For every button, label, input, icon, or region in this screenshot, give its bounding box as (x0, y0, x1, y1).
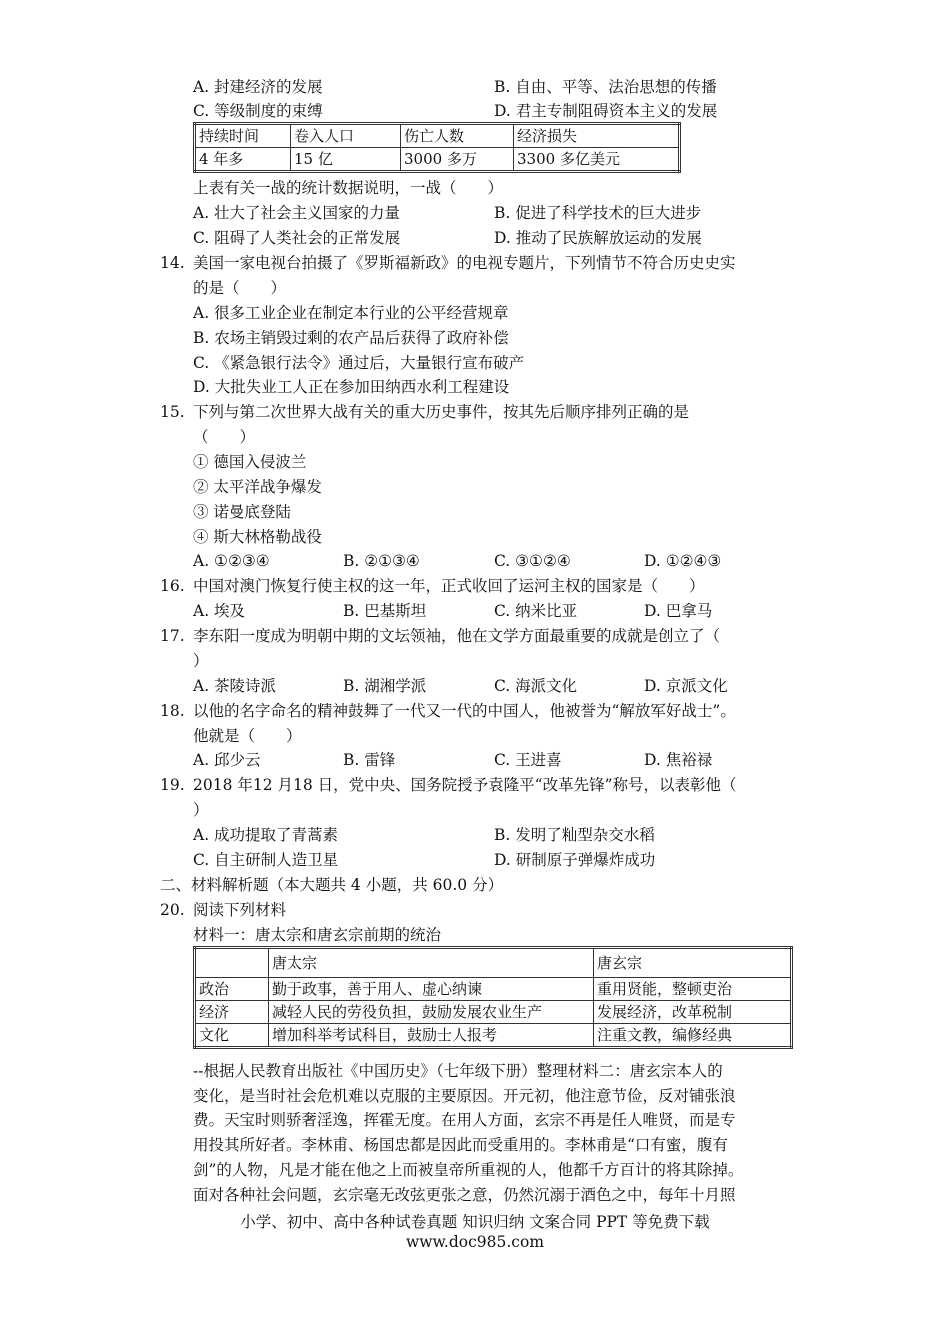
table-row (195, 1024, 792, 1048)
q15-option-b: B. ②①③④ (343, 552, 420, 570)
table-header-cell: 卷入人口 (291, 124, 401, 148)
table-header-row (195, 124, 680, 148)
q16-option-a: A. 埃及 (193, 602, 246, 620)
q17-option-d: D. 京派文化 (644, 677, 728, 695)
material-paragraph-line: 变化，是当时社会危机难以克服的主要原因。开元初，他注意节俭，反对铺张浪 (193, 1087, 736, 1105)
section-heading: 二、材料解析题（本大题共 4 小题，共 60.0 分） (160, 876, 504, 894)
q16-stem: 中国对澳门恢复行使主权的这一年，正式收回了运河主权的国家是（ ） (193, 577, 705, 595)
q17-option-b: B. 湖湘学派 (343, 677, 427, 695)
table-row (195, 148, 680, 172)
q19-number: 19. (160, 776, 185, 794)
table-cell: 重用贤能，整顿吏治 (594, 978, 792, 1001)
table-cell: 3000 多万 (401, 148, 514, 172)
table-header-cell: 经济损失 (514, 124, 680, 148)
table-cell: 经济 (195, 1001, 269, 1024)
tang-emperors-table (193, 946, 793, 1049)
q18-option-d: D. 焦裕禄 (644, 751, 713, 769)
table-row (195, 978, 792, 1001)
q14-stem: 美国一家电视台拍摄了《罗斯福新政》的电视专题片，下列情节不符合历史史实 (193, 254, 736, 272)
q13-option-b: B. 自由、平等、法治思想的传播 (494, 78, 717, 96)
q19-option-d: D. 研制原子弹爆炸成功 (494, 851, 656, 869)
q15-event-1: ① 德国入侵波兰 (193, 453, 307, 471)
q19-stem: 2018 年12 月18 日，党中央、国务院授予袁隆平“改革先锋”称号，以表彰他（ (193, 776, 737, 794)
q19-option-c: C. 自主研制人造卫星 (193, 851, 339, 869)
table-header-cell (195, 948, 269, 978)
table-cell: 发展经济，改革税制 (594, 1001, 792, 1024)
table-cell: 增加科举考试科目，鼓励士人报考 (269, 1024, 594, 1048)
table-cell: 注重文教，编修经典 (594, 1024, 792, 1048)
q14-option-a: A. 很多工业企业在制定本行业的公平经营规章 (193, 304, 509, 322)
q19-stem-cont: ） (193, 801, 209, 819)
q16-option-c: C. 纳米比亚 (494, 602, 578, 620)
material-paragraph-line: 费。天宝时则骄奢淫逸，挥霍无度。在用人方面，玄宗不再是任人唯贤，而是专 (193, 1111, 736, 1129)
table-cell: 文化 (195, 1024, 269, 1048)
q18-stem: 以他的名字命名的精神鼓舞了一代又一代的中国人，他被誉为“解放军好战士”。 (193, 702, 736, 720)
q14-option-d: D. 大批失业工人正在参加田纳西水利工程建设 (193, 378, 510, 396)
q17-stem: 李东阳一度成为明朝中期的文坛领袖，他在文学方面最重要的成就是创立了（ (193, 627, 721, 645)
ww1-option-d: D. 推动了民族解放运动的发展 (494, 229, 702, 247)
q15-event-4: ④ 斯大林格勒战役 (193, 528, 322, 546)
ww1-statistics-table (193, 122, 681, 173)
q14-number: 14. (160, 254, 185, 272)
q15-number: 15. (160, 403, 185, 421)
q19-option-b: B. 发明了籼型杂交水稻 (494, 826, 655, 844)
q20-number: 20. (160, 901, 185, 919)
q18-option-b: B. 雷锋 (343, 751, 396, 769)
ww1-option-b: B. 促进了科学技术的巨大进步 (494, 204, 702, 222)
q15-stem-cont: （ ） (193, 428, 256, 446)
footer-ad-text: 小学、初中、高中各种试卷真题 知识归纳 文案合同 PPT 等免费下载 (240, 1213, 710, 1231)
q13-option-c: C. 等级制度的束缚 (193, 102, 323, 120)
ww1-option-c: C. 阻碍了人类社会的正常发展 (193, 229, 401, 247)
table-cell: 勤于政事，善于用人、虚心纳谏 (269, 978, 594, 1001)
q17-option-c: C. 海派文化 (494, 677, 578, 695)
table-cell: 3300 多亿美元 (514, 148, 680, 172)
footer-website[interactable]: www.doc985.com (405, 1233, 545, 1251)
material1-title: 材料一：唐太宗和唐玄宗前期的统治 (193, 926, 442, 944)
table-cell: 减轻人民的劳役负担，鼓励发展农业生产 (269, 1001, 594, 1024)
table-header-cell: 唐玄宗 (594, 948, 792, 978)
q18-option-c: C. 王进喜 (494, 751, 562, 769)
q14-option-b: B. 农场主销毁过剩的农产品后获得了政府补偿 (193, 329, 509, 347)
q14-option-c: C. 《紧急银行法令》通过后，大量银行宣布破产 (193, 354, 525, 372)
table-cell: 4 年多 (195, 148, 291, 172)
q17-stem-cont: ） (193, 652, 209, 670)
table-cell: 15 亿 (291, 148, 401, 172)
q15-option-d: D. ①②④③ (644, 552, 722, 570)
material-paragraph-line: --根据人民教育出版社《中国历史》（七年级下册）整理材料二：唐玄宗本人的 (193, 1062, 723, 1080)
q18-stem-cont: 他就是（ ） (193, 727, 302, 745)
q15-event-3: ③ 诺曼底登陆 (193, 503, 291, 521)
q15-option-c: C. ③①②④ (494, 552, 571, 570)
table-cell: 政治 (195, 978, 269, 1001)
ww1-question-stem: 上表有关一战的统计数据说明，一战（ ） (193, 179, 504, 197)
q14-stem-cont: 的是（ ） (193, 279, 287, 297)
material-paragraph-line: 剑”的人物，凡是才能在他之上而被皇帝所重视的人，他都千方百计的将其除掉。 (193, 1161, 744, 1179)
q15-event-2: ② 太平洋战争爆发 (193, 478, 322, 496)
ww1-option-a: A. 壮大了社会主义国家的力量 (193, 204, 401, 222)
table-header-cell: 伤亡人数 (401, 124, 514, 148)
q20-stem: 阅读下列材料 (193, 901, 287, 919)
q17-option-a: A. 茶陵诗派 (193, 677, 277, 695)
q16-number: 16. (160, 577, 185, 595)
table-header-cell: 持续时间 (195, 124, 291, 148)
q16-option-b: B. 巴基斯坦 (343, 602, 427, 620)
q15-stem: 下列与第二次世界大战有关的重大历史事件，按其先后顺序排列正确的是 (193, 403, 690, 421)
q18-option-a: A. 邱少云 (193, 751, 261, 769)
q19-option-a: A. 成功提取了青蒿素 (193, 826, 339, 844)
q13-option-d: D. 君主专制阻碍资本主义的发展 (494, 102, 718, 120)
material-paragraph-line: 用投其所好者。李林甫、杨国忠都是因此而受重用的。李林甫是“口有蜜，腹有 (193, 1136, 728, 1154)
material-paragraph-line: 面对各种社会问题，玄宗毫无改弦更张之意，仍然沉溺于酒色之中，每年十月照 (193, 1186, 736, 1204)
q13-option-a: A. 封建经济的发展 (193, 78, 323, 96)
q16-option-d: D. 巴拿马 (644, 602, 713, 620)
q18-number: 18. (160, 702, 185, 720)
q17-number: 17. (160, 627, 185, 645)
table-header-cell: 唐太宗 (269, 948, 594, 978)
table-row (195, 1001, 792, 1024)
table-header-row (195, 948, 792, 978)
q15-option-a: A. ①②③④ (193, 552, 270, 570)
